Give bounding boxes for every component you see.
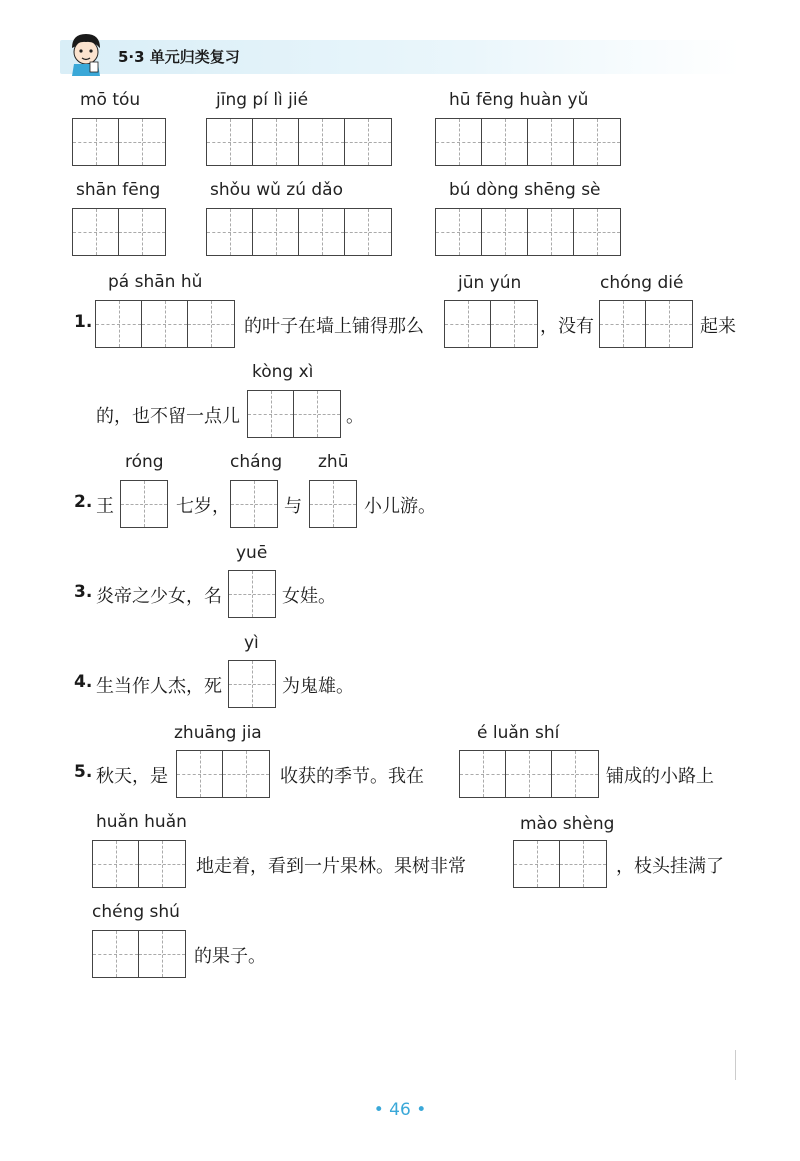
pinyin-label: bú dòng shēng sè [449, 180, 601, 200]
answer-cell[interactable] [177, 751, 223, 797]
answer-grid[interactable] [513, 840, 607, 888]
sentence-text: ，枝头挂满了 [616, 856, 724, 877]
answer-cell[interactable] [646, 301, 692, 347]
answer-cell[interactable] [253, 209, 299, 255]
answer-cell[interactable] [560, 841, 606, 887]
sentence-text: 铺成的小路上 [606, 766, 714, 787]
sentence-text: 炎帝之少女，名 [96, 586, 222, 607]
pinyin-label: cháng [230, 452, 283, 472]
answer-cell[interactable] [121, 481, 167, 527]
answer-grid[interactable] [444, 300, 538, 348]
answer-cell[interactable] [223, 751, 269, 797]
sentence-text: 秋天，是 [96, 766, 168, 787]
answer-cell[interactable] [229, 571, 275, 617]
answer-grid[interactable] [206, 208, 392, 256]
answer-cell[interactable] [139, 931, 185, 977]
answer-grid[interactable] [599, 300, 693, 348]
pinyin-label: mō tóu [80, 90, 141, 110]
answer-cell[interactable] [552, 751, 598, 797]
answer-cell[interactable] [96, 301, 142, 347]
answer-grid[interactable] [228, 570, 276, 618]
answer-grid[interactable] [72, 208, 166, 256]
question-number: 2. [74, 492, 93, 512]
answer-cell[interactable] [574, 119, 620, 165]
answer-cell[interactable] [229, 661, 275, 707]
answer-cell[interactable] [491, 301, 537, 347]
sentence-text: 的叶子在墙上铺得那么 [244, 316, 424, 337]
answer-grid[interactable] [309, 480, 357, 528]
answer-cell[interactable] [188, 301, 234, 347]
pinyin-label: shǒu wǔ zú dǎo [210, 180, 344, 200]
header-title: 5·3 单元归类复习 [118, 48, 240, 66]
sentence-text: 为鬼雄。 [282, 676, 354, 697]
answer-grid[interactable] [228, 660, 276, 708]
answer-cell[interactable] [436, 119, 482, 165]
pinyin-label: yì [244, 633, 259, 653]
sentence-text: 女娃。 [282, 586, 336, 607]
answer-grid[interactable] [435, 208, 621, 256]
answer-cell[interactable] [253, 119, 299, 165]
answer-cell[interactable] [93, 931, 139, 977]
answer-cell[interactable] [436, 209, 482, 255]
answer-cell[interactable] [93, 841, 139, 887]
answer-cell[interactable] [506, 751, 552, 797]
sentence-text: 。 [346, 406, 364, 427]
pinyin-label: jīng pí lì jié [216, 90, 309, 110]
answer-cell[interactable] [299, 209, 345, 255]
pinyin-label: mào shèng [520, 814, 615, 834]
sentence-text: 的，也不留一点儿 [96, 406, 240, 427]
pinyin-label: zhuāng jia [174, 723, 262, 743]
answer-grid[interactable] [95, 300, 235, 348]
answer-cell[interactable] [345, 119, 391, 165]
answer-grid[interactable] [459, 750, 599, 798]
answer-cell[interactable] [142, 301, 188, 347]
boy-mascot-icon [66, 32, 106, 76]
answer-grid[interactable] [206, 118, 392, 166]
pinyin-label: huǎn huǎn [96, 812, 187, 832]
answer-grid[interactable] [92, 840, 186, 888]
pinyin-label: kòng xì [252, 362, 314, 382]
answer-cell[interactable] [528, 209, 574, 255]
margin-rule [735, 1050, 736, 1080]
answer-grid[interactable] [92, 930, 186, 978]
sentence-text: 收获的季节。我在 [280, 766, 424, 787]
answer-cell[interactable] [231, 481, 277, 527]
answer-grid[interactable] [435, 118, 621, 166]
answer-cell[interactable] [482, 209, 528, 255]
pinyin-label: chóng dié [600, 273, 684, 293]
answer-cell[interactable] [73, 119, 119, 165]
pinyin-label: zhū [318, 452, 349, 472]
sentence-text: 生当作人杰，死 [96, 676, 222, 697]
answer-grid[interactable] [72, 118, 166, 166]
sentence-text: 起来 [700, 316, 736, 337]
sentence-text: 七岁， [176, 496, 230, 517]
sentence-text: 小儿游。 [364, 496, 436, 517]
pinyin-label: yuē [236, 543, 268, 563]
answer-grid[interactable] [230, 480, 278, 528]
question-number: 3. [74, 582, 93, 602]
answer-grid[interactable] [176, 750, 270, 798]
answer-cell[interactable] [528, 119, 574, 165]
answer-cell[interactable] [139, 841, 185, 887]
sentence-text: 王 [96, 496, 114, 517]
answer-grid[interactable] [247, 390, 341, 438]
pinyin-label: chéng shú [92, 902, 180, 922]
answer-cell[interactable] [207, 119, 253, 165]
sentence-text: 地走着，看到一片果林。果树非常 [196, 856, 466, 877]
answer-cell[interactable] [574, 209, 620, 255]
pinyin-label: róng [125, 452, 164, 472]
sentence-text: 与 [284, 496, 302, 517]
answer-cell[interactable] [445, 301, 491, 347]
question-number: 5. [74, 762, 93, 782]
answer-cell[interactable] [294, 391, 340, 437]
question-number: 4. [74, 672, 93, 692]
answer-cell[interactable] [482, 119, 528, 165]
pinyin-label: jūn yún [458, 273, 522, 293]
answer-cell[interactable] [207, 209, 253, 255]
answer-cell[interactable] [299, 119, 345, 165]
answer-cell[interactable] [345, 209, 391, 255]
answer-cell[interactable] [73, 209, 119, 255]
question-number: 1. [74, 312, 93, 332]
pinyin-label: é luǎn shí [477, 723, 560, 743]
page-number: • 46 • [373, 1100, 427, 1120]
answer-cell[interactable] [248, 391, 294, 437]
pinyin-label: hū fēng huàn yǔ [449, 90, 589, 110]
answer-cell[interactable] [119, 119, 165, 165]
sentence-text: ，没有 [540, 316, 594, 337]
answer-cell[interactable] [310, 481, 356, 527]
answer-cell[interactable] [460, 751, 506, 797]
sentence-text: 的果子。 [194, 946, 266, 967]
answer-cell[interactable] [119, 209, 165, 255]
answer-cell[interactable] [600, 301, 646, 347]
answer-grid[interactable] [120, 480, 168, 528]
answer-cell[interactable] [514, 841, 560, 887]
pinyin-label: pá shān hǔ [108, 272, 203, 292]
pinyin-label: shān fēng [76, 180, 161, 200]
